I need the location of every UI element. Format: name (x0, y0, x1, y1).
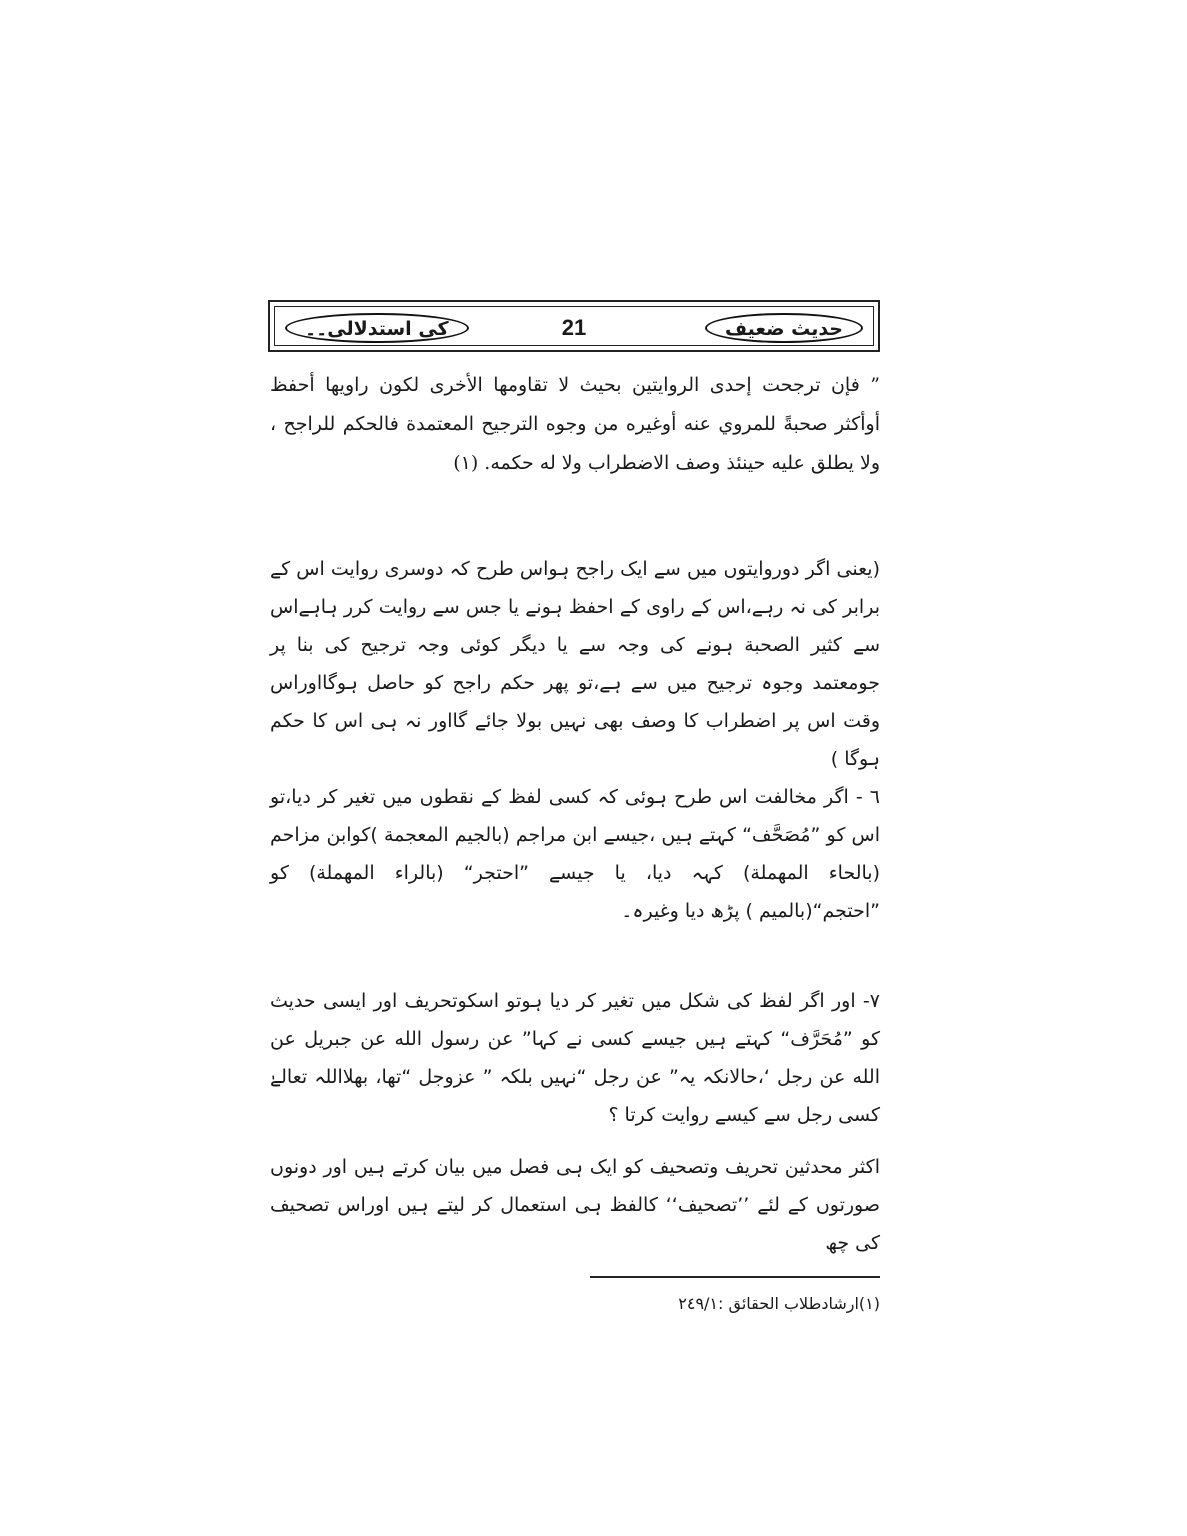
running-header-inner (274, 306, 874, 346)
urdu-paragraph-muharraf: ٧- اور اگر لفظ کی شکل میں تغیر کر دیا ہوتو اسکوتحریف اور ایسی حدیث کو ”مُحَرَّف“ کہتے ہیں جیسے کسی نے کہا” عن رسول الله عن جبريل عن الله عن رجل ‘،حالانکہ یہ” عن رجل “نہیں بلکہ ” عزوجل “تھا، بھلااللہ تعالےٰ کسی رجل سے کیسے روایت کرتا ؟ (270, 990, 880, 1126)
header-title-right: حديث ضعيف (705, 313, 863, 343)
urdu-paragraph-explanation: (یعنی اگر دوروایتوں میں سے ایک راجح ہواس طرح کہ دوسری روایت اس کے برابر کی نہ رہے،اس کے راوی کے احفظ ہونے یا جس سے روایت کرر ہاہےاس سے کثیر الصحبة ہونے کی وجہ سے یا دیگر کوئی وجہ ترجیح کی بنا پر جومعتمد وجوہ ترجیح میں سے ہے،تو پھر حکم راجح کو حاصل ہوگااوراس وقت اس پر اضطراب کا وصف بھی نہیں بولا جائے گااور نہ ہی اس کا حکم ہوگا ) (270, 558, 880, 770)
arabic-quote-paragraph: ” فإن ترجحت إحدى الروايتين بحيث لا تقاومها الأخرى لكون راويها أحفظ أوأكثر صحبةً للمروي عنه أوغيره من وجوه الترجيح المعتمدة فالحكم للراجح ، ولا يطلق عليه حينئذ وصف الاضطراب ولا له حكمه. (١) (270, 374, 880, 474)
footnote: (١)ارشادطلاب الحقائق :٢٤٩/١ (678, 1294, 880, 1313)
header-title-left: كى استدلالى۔۔ (285, 313, 469, 343)
running-header-frame (268, 300, 880, 352)
footnote-divider (590, 1276, 880, 1278)
page-number: 21 (561, 315, 587, 340)
urdu-paragraph-musahhaf: ٦ - اگر مخالفت اس طرح ہوئی کہ کسی لفظ کے نقطوں میں تغیر کر دیا،تو اس کو ”مُصَحَّف“ کہتے ہیں ،جیسے ابن مراجم (بالجيم المعجمة )کوابن مزاحم (بالحاء المهملة) کہہ دیا، یا جیسے ”احتجر“ (بالراء المهملة) کو ”احتجم“(بالميم ) پڑھ دیا وغیرہ۔ (270, 786, 880, 922)
urdu-paragraph-tashif: اکثر محدثین تحریف وتصحیف کو ایک ہی فصل میں بیان کرتے ہیں اور دونوں صورتوں کے لئے ’’تصحیف‘‘ کالفظ ہی استعمال کر لیتے ہیں اوراس تصحیف کی چھ (270, 1156, 880, 1254)
